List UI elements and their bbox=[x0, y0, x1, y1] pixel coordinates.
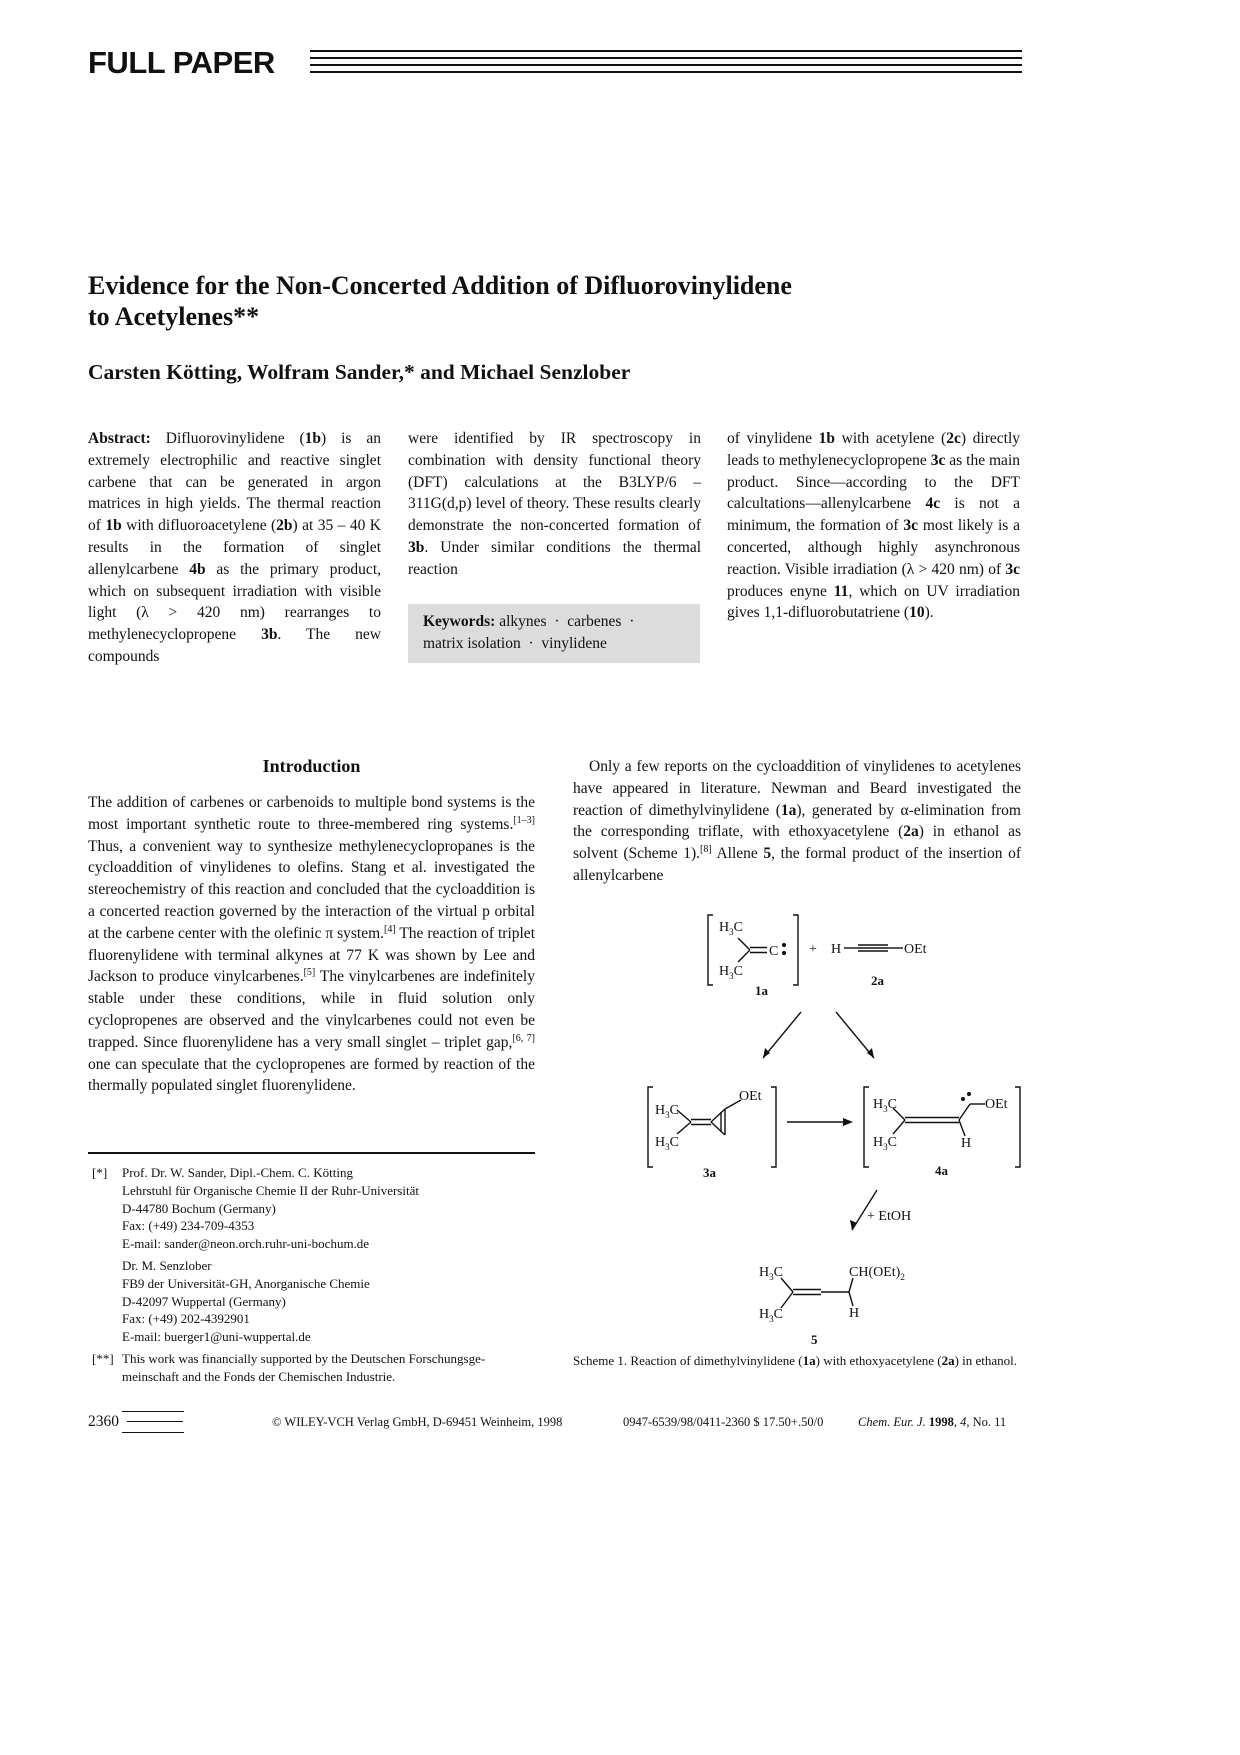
abstract-text: Difluorovinylidene ( bbox=[165, 430, 305, 447]
bracket-left bbox=[708, 915, 713, 985]
title-line-1: Evidence for the Non-Concerted Addition of Difluorovinylidene bbox=[88, 271, 792, 300]
bond bbox=[738, 938, 750, 950]
methyl-group: $H_3C$ bbox=[655, 1135, 679, 1152]
abstract-text: . Under similar conditions the thermal reaction bbox=[408, 538, 701, 578]
bond bbox=[677, 1110, 691, 1122]
bond bbox=[959, 1104, 970, 1120]
bond bbox=[893, 1120, 905, 1134]
footnote-line: This work was financially supported by the Deutschen Forschungsge- bbox=[122, 1350, 486, 1366]
bond bbox=[781, 1278, 793, 1292]
footnote-affiliations bbox=[88, 1164, 535, 1346]
carbene-dot bbox=[782, 951, 786, 955]
arrow-down-left bbox=[763, 1012, 801, 1058]
footnote-line: Dr. M. Senzlober bbox=[122, 1257, 212, 1273]
footnote-line: FB9 der Universität-GH, Anorganische Chemie bbox=[122, 1275, 370, 1291]
compound-ref: 1a bbox=[802, 1353, 816, 1368]
scheme-1-drawing bbox=[573, 900, 1021, 1360]
arrow-down-right bbox=[836, 1012, 874, 1058]
compound-ref: 2a bbox=[903, 823, 919, 841]
body-text: The vinylcarbenes are indefinitely stable under these conditions, while in fluid solution only cyclopropenes are observed and the vinylcarbenes could not even be trapped. Since fluorenylidene has a very small singlet – triplet gap, bbox=[88, 968, 535, 1051]
keyword-separator: · bbox=[629, 613, 635, 630]
intro-paragraph bbox=[88, 792, 535, 1097]
abstract-text: of vinylidene bbox=[727, 430, 819, 447]
abstract-text: . The new compounds bbox=[88, 626, 381, 665]
abstract-column-2 bbox=[408, 428, 701, 581]
abstract-label: Abstract: bbox=[88, 430, 151, 447]
methyl-group: $H_3C$ bbox=[873, 1097, 897, 1114]
acetal-group: $CH(OEt)_2$ bbox=[849, 1265, 905, 1282]
compound-ref: 2c bbox=[946, 430, 961, 447]
ring-bond bbox=[711, 1122, 725, 1135]
journal-name: Chem. Eur. J. bbox=[858, 1415, 926, 1429]
issn-code: 0947-6539/98/0411-2360 $ 17.50+.50/0 bbox=[623, 1415, 824, 1429]
bond bbox=[959, 1120, 965, 1136]
compound-label: 1a bbox=[755, 983, 768, 998]
caption-text: Scheme 1. Reaction of dimethylvinylidene ( bbox=[573, 1353, 803, 1368]
footer-rule bbox=[122, 1432, 184, 1433]
body-text: Only a few reports on the cycloaddition of vinylidenes to acetylenes have appeared in literature. Newman and Beard investigated the reaction of dimethylvinylidene ( bbox=[573, 758, 1021, 819]
bond bbox=[781, 1292, 793, 1308]
scheme-1-figure bbox=[573, 900, 1021, 1360]
abstract-text: ) at 35 – 40 K results in the formation of singlet allenylcarbene bbox=[88, 517, 381, 578]
plus-sign: + bbox=[809, 942, 817, 957]
bracket-right bbox=[771, 1087, 776, 1167]
compound-ref: 3b bbox=[261, 626, 278, 644]
bond bbox=[677, 1122, 691, 1134]
compound-ref: 1b bbox=[304, 430, 322, 447]
bond bbox=[738, 950, 750, 962]
methyl-group: $H_3C$ bbox=[719, 920, 743, 937]
carbene-dot bbox=[961, 1097, 965, 1101]
keyword: matrix isolation bbox=[423, 634, 521, 652]
body-text: , the formal product of the insertion of allenylcarbene bbox=[573, 845, 1021, 884]
keyword-separator: · bbox=[528, 634, 534, 652]
journal-citation: Chem. Eur. J. 1998, 4, No. 11 bbox=[858, 1415, 1007, 1429]
abstract-text: ) is an extremely electrophilic and reactive singlet carbene that can be generated in argon matrices in high yields. The thermal reaction of bbox=[88, 430, 381, 535]
footnote-rule bbox=[88, 1152, 535, 1154]
footnote-line: D-42097 Wuppertal (Germany) bbox=[122, 1293, 286, 1309]
body-text: The addition of carbenes or carbenoids to multiple bond systems is the most important synthetic route to three-membered ring systems. bbox=[88, 794, 535, 833]
methyl-group: $H_3C$ bbox=[873, 1135, 897, 1152]
caption-text: ) in ethanol. bbox=[954, 1353, 1018, 1368]
body-text: ) in ethanol as solvent (Scheme 1). bbox=[573, 823, 1021, 863]
compound-ref: 3b bbox=[408, 538, 425, 556]
body-text: Allene bbox=[711, 845, 764, 863]
bond bbox=[849, 1278, 853, 1292]
compound-ref: 3c bbox=[930, 451, 946, 469]
body-text: Thus, a convenient way to synthesize methylenecyclopropanes is the cycloaddition of vinylidenes to olefins. Stang et al. investigated the stereochemistry of this reaction and concluded that the cycloaddition is a concerted reaction governed by the interaction of the virtual p orbital at the carbene center with the olefinic π system. bbox=[88, 837, 535, 942]
abstract-text: most likely is a concerted, although highly asynchronous reaction. Visible irradiation (λ > 420 nm) of bbox=[727, 517, 1020, 578]
keyword-separator: · bbox=[554, 613, 560, 630]
page-number: 2360 bbox=[88, 1413, 119, 1430]
bond bbox=[849, 1292, 853, 1306]
bracket-right bbox=[1015, 1087, 1020, 1167]
carbene-carbon: C bbox=[769, 944, 779, 959]
bracket-left bbox=[864, 1087, 869, 1167]
methyl-group: $H_3C$ bbox=[655, 1103, 679, 1120]
footnote-marker: [**] bbox=[92, 1350, 114, 1366]
footer-rule bbox=[127, 1421, 183, 1422]
body-text: The reaction of triplet fluorenylidene with terminal alkynes at 77 K was shown by Lee and Jackson to produce vinylcarbenes. bbox=[88, 924, 535, 986]
section-heading: Introduction bbox=[262, 756, 361, 776]
footnote-line: meinschaft and the Fonds der Chemischen Industrie. bbox=[122, 1368, 396, 1384]
atom-label: H bbox=[849, 1306, 860, 1321]
citation: [8] bbox=[700, 844, 712, 856]
citation: [5] bbox=[303, 967, 316, 979]
header-rules bbox=[310, 50, 1022, 74]
copyright: © WILEY-VCH Verlag GmbH, D-69451 Weinheim, 1998 bbox=[272, 1415, 563, 1429]
footer-rule bbox=[122, 1411, 184, 1412]
footnote-line: Fax: (+49) 202-4392901 bbox=[122, 1311, 250, 1327]
arrowhead bbox=[843, 1118, 853, 1126]
compound-ref: 4c bbox=[925, 495, 941, 513]
citation: [1–3] bbox=[513, 814, 535, 826]
compound-ref: 2a bbox=[941, 1353, 955, 1368]
atom-label: OEt bbox=[985, 1097, 1008, 1112]
footnote-line: D-44780 Bochum (Germany) bbox=[122, 1200, 276, 1216]
keyword: vinylidene bbox=[541, 634, 607, 652]
citation: [4] bbox=[384, 923, 396, 935]
abstract-text: were identified by IR spectroscopy in combination with density functional theory (DFT) calculations at the B3LYP/6 – 311G(d,p) level of theory. These results clearly demonstrate the non-concerted formation of bbox=[408, 430, 701, 535]
arrowhead bbox=[763, 1048, 770, 1058]
ring-bond bbox=[711, 1109, 725, 1122]
footnote-line: Lehrstuhl für Organische Chemie II der Ruhr-Universität bbox=[122, 1182, 419, 1198]
carbene-dot bbox=[967, 1092, 971, 1096]
atom-label: H bbox=[831, 942, 842, 957]
compound-ref: 1b bbox=[105, 517, 122, 535]
keyword: alkynes bbox=[499, 613, 547, 630]
compound-ref: 1b bbox=[818, 430, 836, 447]
compound-label: 2a bbox=[871, 973, 884, 988]
compound-label: 5 bbox=[811, 1332, 818, 1347]
abstract-text: with difluoroacetylene ( bbox=[121, 517, 277, 535]
methyl-group: $H_3C$ bbox=[759, 1307, 783, 1324]
footnote-marker: [*] bbox=[92, 1165, 108, 1180]
bracket-right bbox=[793, 915, 798, 985]
citation: [6, 7] bbox=[512, 1032, 535, 1044]
compound-ref: 11 bbox=[833, 582, 849, 600]
methyl-group: $H_3C$ bbox=[719, 964, 743, 981]
abstract-column-3 bbox=[727, 428, 1020, 624]
reagent-label: + EtOH bbox=[867, 1209, 912, 1224]
footnotes bbox=[88, 1164, 535, 1390]
footnote-line: E-mail: buerger1@uni-wuppertal.de bbox=[122, 1329, 311, 1345]
abstract-text: as the primary product, which on subsequent irradiation with visible light (λ > 420 nm) rearranges to methylenecyclopropene bbox=[88, 560, 381, 644]
journal-year: 1998 bbox=[928, 1415, 954, 1429]
compound-label: 4a bbox=[935, 1163, 948, 1178]
compound-ref: 3c bbox=[903, 517, 919, 535]
footnote-line: Fax: (+49) 234-709-4353 bbox=[122, 1218, 255, 1234]
caption-text: ) with ethoxyacetylene ( bbox=[815, 1353, 942, 1368]
arrowhead bbox=[867, 1048, 874, 1058]
journal-volume: 4 bbox=[960, 1415, 967, 1429]
article-title bbox=[88, 270, 948, 332]
section-label: FULL PAPER bbox=[88, 45, 275, 80]
abstract-text: ). bbox=[924, 604, 934, 622]
keywords-label: Keywords: bbox=[423, 613, 496, 630]
compound-ref: 5 bbox=[763, 845, 772, 863]
intro-paragraph-2 bbox=[573, 756, 1021, 887]
footnote-funding bbox=[88, 1350, 535, 1386]
compound-ref: 3c bbox=[1005, 560, 1020, 578]
body-text: ), generated by α-elimination from the corresponding triflate, with ethoxyacetylene ( bbox=[573, 801, 1021, 841]
compound-ref: 1a bbox=[780, 801, 797, 819]
bracket-left bbox=[648, 1087, 653, 1167]
atom-label: OEt bbox=[739, 1089, 762, 1104]
abstract-column-1 bbox=[88, 428, 381, 668]
scheme-caption bbox=[573, 1352, 1021, 1370]
compound-label: 3a bbox=[703, 1165, 716, 1180]
abstract-text: ) directly leads to methylenecyclopropene bbox=[727, 430, 1020, 469]
compound-ref: 10 bbox=[909, 604, 925, 622]
author-list: Carsten Kötting, Wolfram Sander,* and Michael Senzlober bbox=[88, 360, 631, 384]
abstract-text: with acetylene ( bbox=[835, 430, 947, 447]
carbene-dot bbox=[782, 943, 786, 947]
body-text: one can speculate that the cyclopropenes are formed by reaction of the thermally populated singlet fluorenylidene. bbox=[88, 1055, 535, 1095]
abstract-text: as the main product. Since—according to the DFT calcultations—allenylcarbene bbox=[727, 451, 1020, 513]
footnote-line: Prof. Dr. W. Sander, Dipl.-Chem. C. Kötting bbox=[122, 1165, 353, 1180]
journal-issue: , No. 11 bbox=[966, 1415, 1007, 1429]
atom-label: OEt bbox=[904, 942, 927, 957]
keywords-box bbox=[408, 604, 700, 663]
abstract-text: , which on UV irradiation gives 1,1-difluorobutatriene ( bbox=[727, 582, 1020, 622]
compound-ref: 4b bbox=[189, 560, 206, 578]
abstract-text: is not a minimum, the formation of bbox=[727, 495, 1020, 535]
title-line-2: to Acetylenes** bbox=[88, 302, 260, 331]
atom-label: H bbox=[961, 1136, 972, 1151]
methyl-group: $H_3C$ bbox=[759, 1265, 783, 1282]
compound-ref: 2b bbox=[276, 517, 293, 535]
abstract-text: produces enyne bbox=[727, 582, 834, 600]
footnote-line: E-mail: sander@neon.orch.ruhr-uni-bochum.de bbox=[122, 1236, 370, 1252]
keyword: carbenes bbox=[567, 613, 622, 630]
